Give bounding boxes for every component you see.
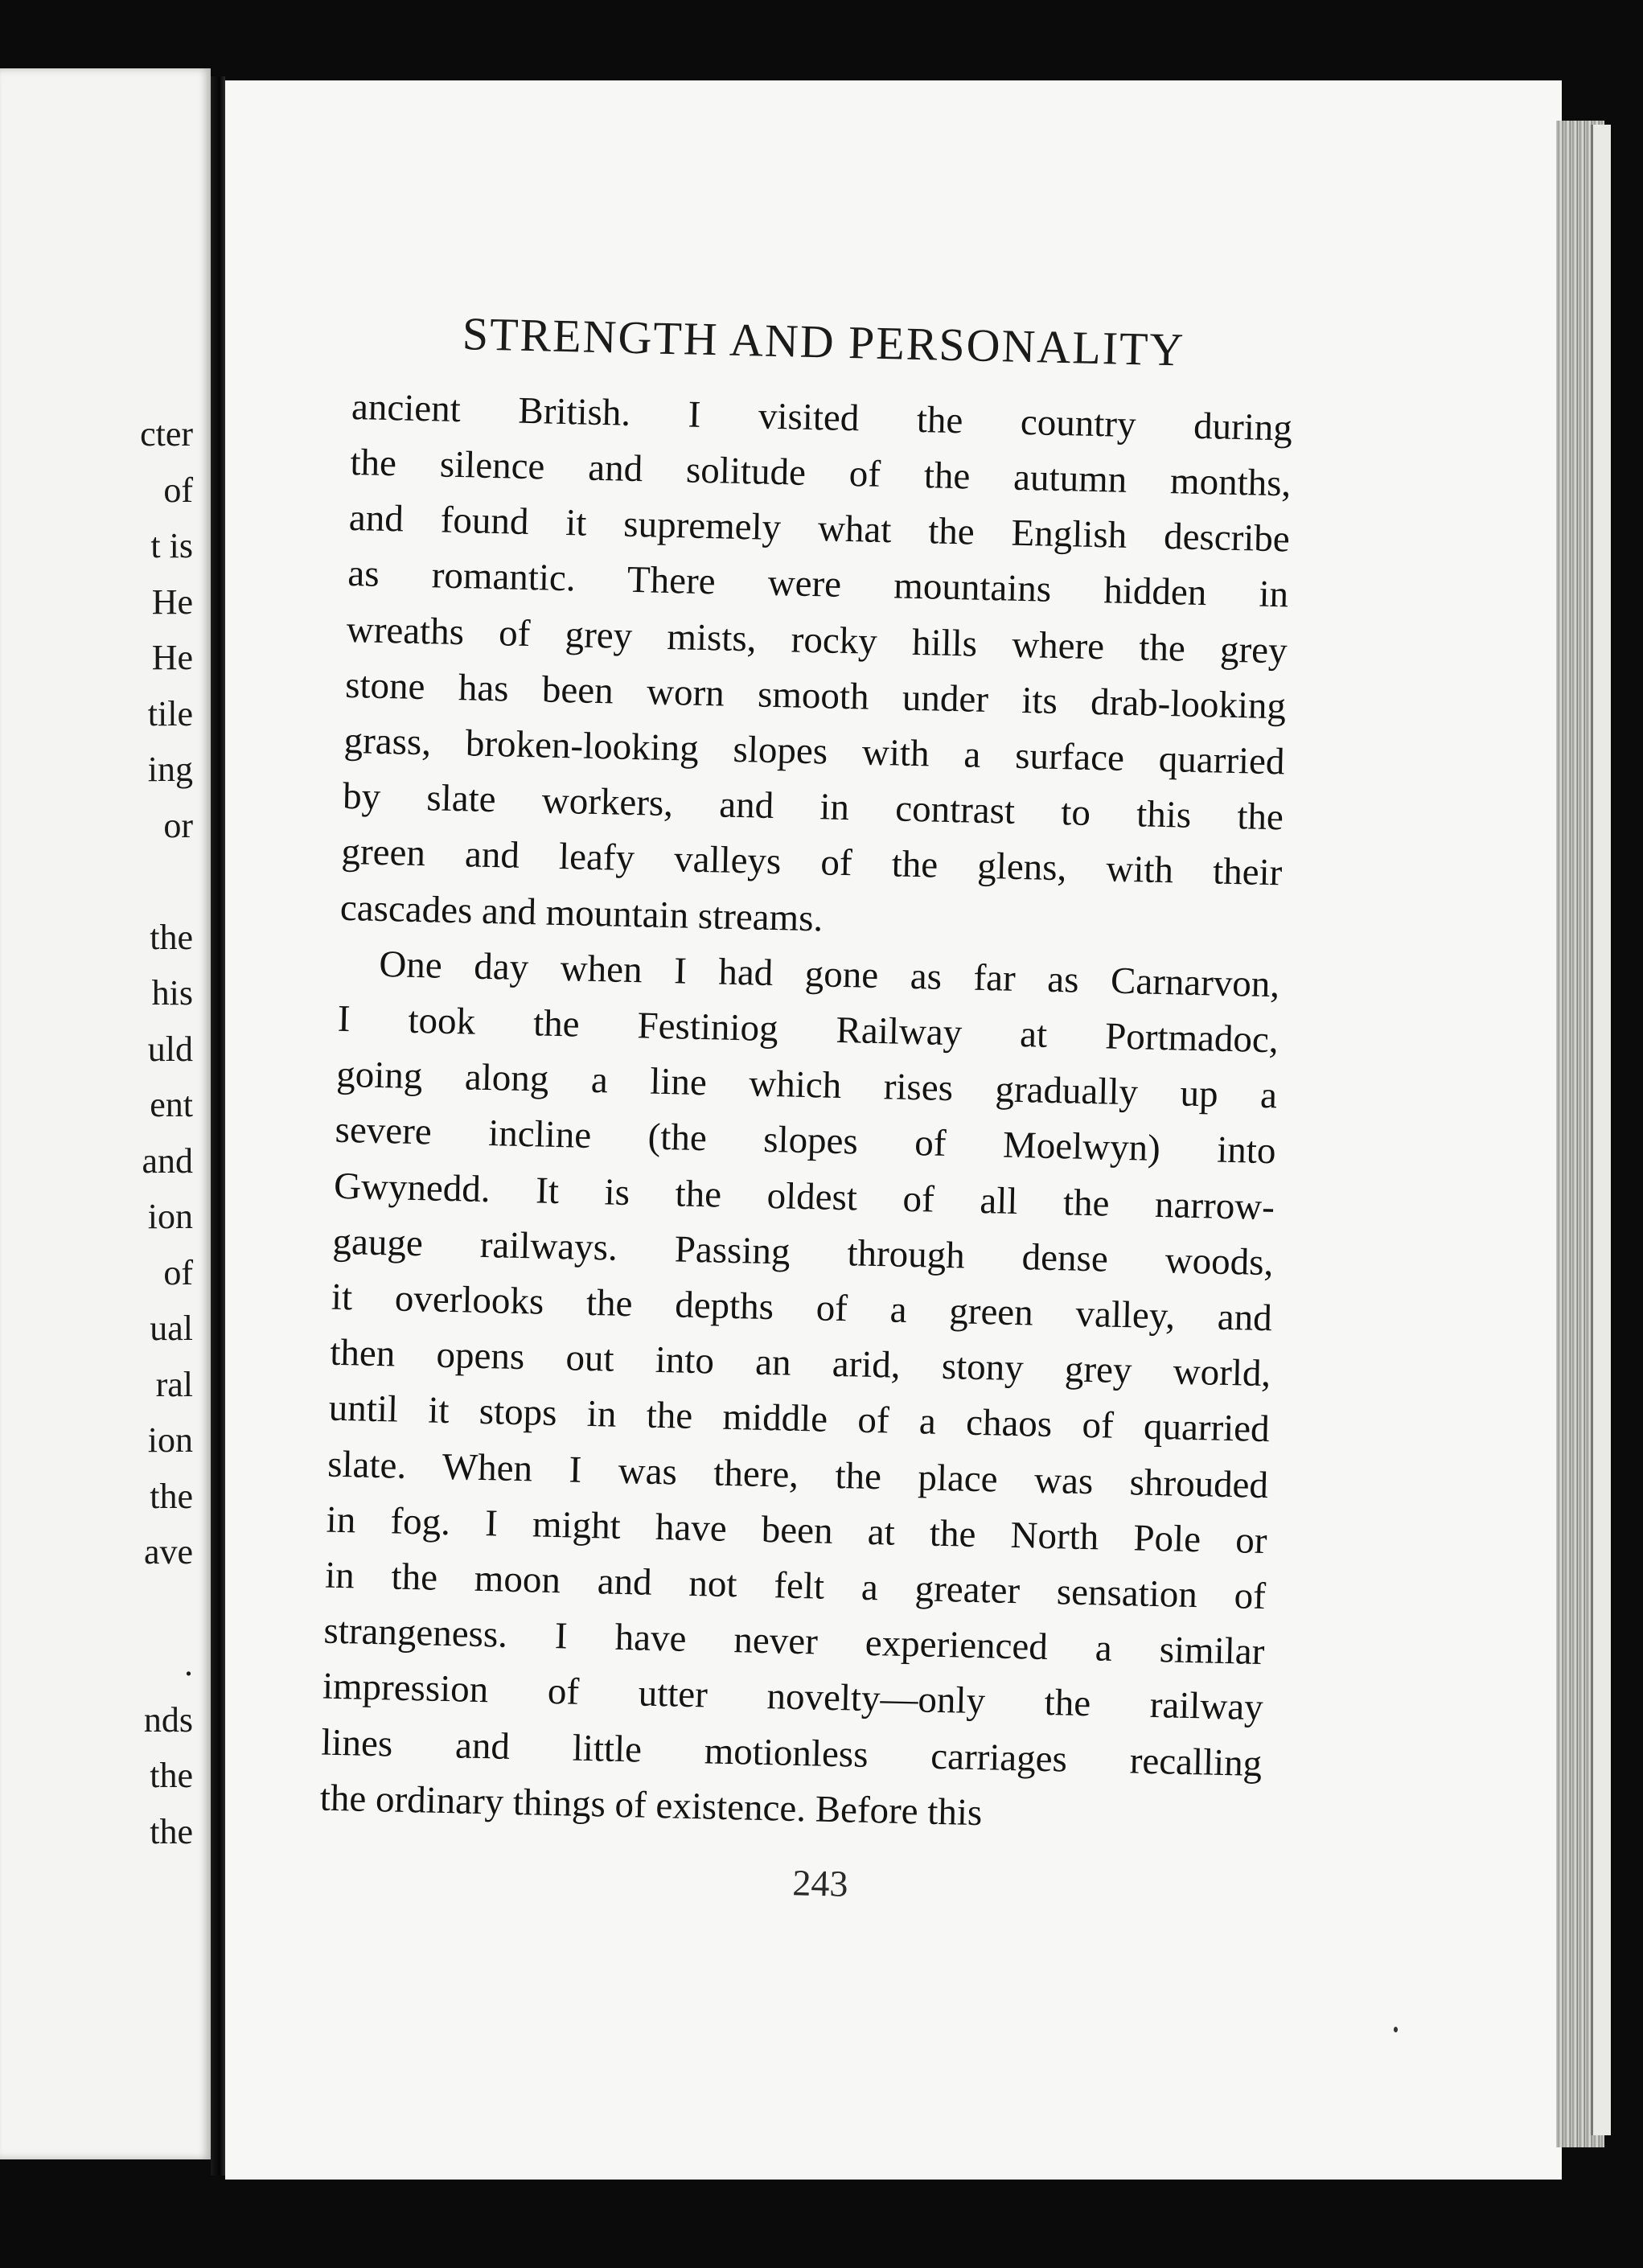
left-page-fragment: ave [143,1532,193,1572]
left-page-fragment: ual [150,1309,193,1348]
left-page-fragment: He [151,638,193,677]
left-page-fragment: nds [143,1699,193,1740]
text-line: as romantic. There were mountains hidden in [347,553,1289,616]
left-page-fragment: the [150,1811,193,1851]
left-page-fragment: ral [155,1364,193,1404]
text-line: in the moon and not felt a greater sensation of [324,1554,1267,1618]
text-line: I took the Festiniog Railway at Portmadoc, [337,997,1279,1062]
left-page-fragment: or [163,805,193,845]
left-page-fragment [8,853,193,910]
text-line: grass, broken-looking slopes with a surface quarried [343,719,1286,783]
text-line: stone has been worn smooth under its drab-looking [344,664,1287,728]
text-line: Gwynedd. It is the oldest of all the narrow- [333,1165,1275,1228]
left-page-fragment: cter [140,414,193,454]
scan-speck [1394,2027,1398,2032]
text-line: until it stops in the middle of a chaos of quarried [328,1387,1271,1451]
text-line: wreaths of grey mists, rocky hills where the grey [346,608,1288,672]
text-line: then opens out into an arid, stony grey world, [329,1331,1271,1395]
text-line: lines and little motionless carriages recalling [320,1721,1263,1785]
text-line: the ordinary things of existence. Before this [319,1777,983,1835]
text-line: severe incline (the slopes of Moelwyn) into [335,1109,1277,1173]
text-line: in fog. I might have been at the North Pole or [326,1498,1268,1563]
left-page-fragment: ion [147,1420,193,1460]
book-gutter [211,76,225,2176]
left-page-text-fragments [8,406,193,1859]
text-line: gauge railways. Passing through dense woods, [332,1220,1274,1284]
left-page-fragment: tile [147,693,193,733]
left-page-fragment: t is [150,526,193,565]
left-page-fragment: the [150,1476,193,1516]
left-page-fragment: . [184,1644,193,1683]
page-block-outer-edge [1591,125,1611,2135]
page-number: 243 [791,1862,849,1904]
text-line: strangeness. I have never experienced a similar [323,1609,1265,1674]
text-line: and found it supremely what the English describe [348,497,1291,561]
left-page-fragment: the [150,1756,193,1795]
paragraph-1 [339,380,1292,957]
text-line: it overlooks the depths of a green valley, and [331,1276,1273,1340]
left-page-fragment: uld [147,1029,193,1069]
left-page-fragment: and [142,1140,193,1181]
left-page-fragment: of [163,470,193,510]
left-page-fragment: He [151,581,193,622]
left-page-fragment: ent [150,1085,193,1124]
text-line: by slate workers, and in contrast to this the [342,775,1284,839]
text-line: the silence and solitude of the autumn months, [349,441,1292,505]
left-page-fragment: ing [147,750,193,789]
page-content [319,306,1295,1847]
left-page-fragment: his [151,973,193,1013]
text-line: slate. When I was there, the place was shrouded [327,1443,1269,1506]
text-line: ancient British. I visited the country during [351,385,1293,450]
text-line: cascades and mountain streams. [339,886,824,940]
left-facing-page [0,68,211,2159]
left-page-fragment: of [163,1252,193,1292]
left-page-fragment: the [150,917,193,957]
text-line: impression of utter novelty—only the railway [322,1666,1264,1729]
left-page-fragment [8,1580,193,1637]
running-head: STRENGTH AND PERSONALITY [462,307,1186,376]
paragraph-2 [319,936,1280,1848]
text-line: going along a line which rises gradually up a [335,1053,1278,1117]
text-line: One day when I had gone as far as Carnarvon, [378,943,1280,1006]
left-page-fragment: ion [147,1197,193,1236]
text-line: green and leafy valleys of the glens, with their [340,831,1283,894]
